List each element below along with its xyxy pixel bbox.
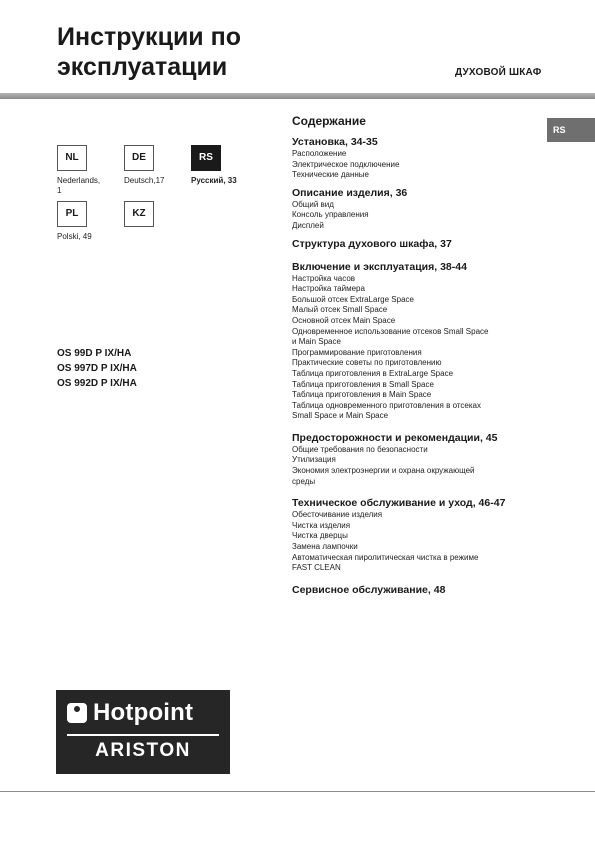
toc-section-maintenance [292, 497, 542, 574]
model-number: OS 997D P IX/HA [57, 363, 137, 374]
toc-section-precautions [292, 432, 542, 487]
product-type-label: ДУХОВОЙ ШКАФ [455, 67, 542, 78]
language-caption-de: Deutsch,17 [124, 176, 165, 185]
toc-item: Общие требования по безопасности [292, 444, 428, 454]
toc-item: Настройка часов [292, 273, 356, 283]
toc-item: Таблица приготовления в ExtraLarge Space [292, 368, 454, 378]
toc-section-title: Техническое обслуживание и уход, 46-47 [292, 497, 506, 510]
footer-divider [0, 791, 595, 792]
toc-item: Программирование приготовления [292, 347, 422, 357]
language-caption-rs: Русский, 33 [191, 176, 237, 185]
toc-section-title: Установка, 34-35 [292, 136, 378, 148]
toc-item: Основной отсек Main Space [292, 315, 396, 325]
toc-item: Большой отсек ExtraLarge Space [292, 294, 414, 304]
brand-mark-icon [67, 703, 87, 723]
toc-item: и Main Space [292, 337, 341, 347]
toc-item: Одновременное использование отсеков Small Space [292, 326, 489, 336]
toc-item: Практические советы по приготовлению [292, 358, 442, 368]
language-box-rs: RS [191, 145, 221, 171]
model-list [57, 346, 137, 391]
toc-item: Автоматическая пиролитическая чистка в режиме [292, 552, 479, 562]
toc-section-structure [292, 238, 542, 251]
language-box-pl: PL [57, 201, 87, 227]
toc-item: Экономия электроэнергии и охрана окружающей [292, 466, 475, 476]
toc-section-title: Предосторожности и рекомендации, 45 [292, 431, 498, 444]
toc-section-title: Включение и эксплуатация, 38-44 [292, 260, 467, 273]
toc-item: среды [292, 476, 316, 486]
toc-section-installation [292, 136, 542, 181]
language-caption-nl-line2: 1 [57, 186, 62, 195]
logo-divider [67, 734, 219, 736]
toc-item: Технические данные [292, 170, 370, 180]
title-line-2: эксплуатации [57, 53, 228, 81]
toc-section-service [292, 584, 542, 597]
toc-section-description [292, 187, 542, 232]
toc-item: Консоль управления [292, 210, 369, 220]
toc-item: Обесточивание изделия [292, 510, 383, 520]
toc-section-title: Сервисное обслуживание, 48 [292, 583, 446, 596]
document-title [57, 22, 241, 82]
language-caption-nl-line1: Nederlands, [57, 176, 101, 185]
logo-brand-text: Hotpoint [93, 699, 194, 726]
hotpoint-ariston-logo [56, 690, 230, 774]
header-divider [0, 93, 595, 99]
title-line-1: Инструкции по [57, 23, 241, 51]
toc-item: Общий вид [292, 199, 334, 209]
toc-item: Таблица одновременного приготовления в отсеках [292, 400, 482, 410]
toc-heading: Содержание [292, 114, 366, 128]
toc-item: Настройка таймера [292, 284, 365, 294]
toc-item: Электрическое подключение [292, 159, 400, 169]
toc-item: Малый отсек Small Space [292, 305, 388, 315]
language-caption-pl: Polski, 49 [57, 232, 92, 241]
language-tab: RS [547, 118, 595, 142]
language-box-nl: NL [57, 145, 87, 171]
toc-section-title: Описание изделия, 36 [292, 186, 408, 199]
language-box-de: DE [124, 145, 154, 171]
language-caption-nl [57, 176, 100, 196]
toc-item: FAST CLEAN [292, 563, 341, 573]
toc-item: Замена лампочки [292, 542, 358, 552]
model-number: OS 99D P IX/HA [57, 348, 132, 359]
toc-section-title: Структура духового шкафа, 37 [292, 237, 452, 250]
toc-item: Чистка дверцы [292, 531, 348, 541]
toc-item: Чистка изделия [292, 520, 351, 530]
logo-sub-text: ARISTON [95, 740, 191, 761]
toc-item: Расположение [292, 149, 347, 158]
language-box-kz: KZ [124, 201, 154, 227]
toc-item: Утилизация [292, 455, 336, 465]
toc-item: Small Space и Main Space [292, 411, 389, 421]
table-of-contents [292, 114, 542, 603]
toc-item: Таблица приготовления в Main Space [292, 390, 432, 400]
toc-item: Таблица приготовления в Small Space [292, 379, 434, 389]
model-number: OS 992D P IX/HA [57, 378, 137, 389]
toc-section-operation [292, 261, 542, 422]
toc-item: Дисплей [292, 220, 324, 230]
